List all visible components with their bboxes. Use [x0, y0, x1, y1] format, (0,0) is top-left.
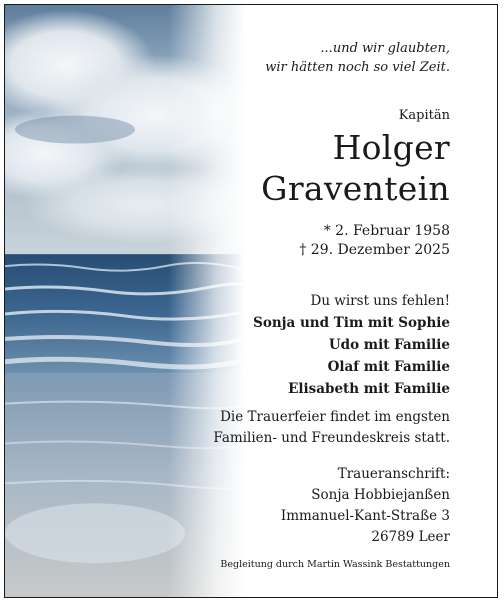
address-name: Sonja Hobbiejanßen [311, 487, 450, 503]
seascape-photo [5, 5, 245, 597]
seascape-image [5, 5, 245, 597]
mourner-name: Sonja und Tim mit Sophie [253, 315, 450, 331]
mourner-name: Udo mit Familie [328, 337, 450, 353]
deceased-title: Kapitän [398, 108, 450, 123]
mourning-address [281, 464, 450, 548]
deceased-first-name: Holger [332, 128, 450, 167]
mourner-name: Elisabeth mit Familie [288, 381, 450, 397]
quote [265, 39, 450, 77]
service-line-2: Familien- und Freundeskreis statt. [213, 430, 450, 446]
obituary-card [4, 4, 498, 598]
mourner-name: Olaf mit Familie [327, 359, 450, 375]
funeral-service-note [213, 407, 450, 449]
funeral-home-credit: Begleitung durch Martin Wassink Bestattungen [220, 559, 450, 570]
birth-date: * 2. Februar 1958 [323, 223, 450, 239]
life-dates [299, 222, 450, 260]
mourners-intro: Du wirst uns fehlen! [310, 293, 450, 309]
mourners-block [253, 290, 450, 400]
address-street: Immanuel-Kant-Straße 3 [280, 508, 450, 524]
quote-line-1: ...und wir glaubten, [320, 41, 450, 56]
address-city: 26789 Leer [371, 529, 450, 545]
deceased-last-name: Graventein [261, 169, 450, 208]
quote-line-2: wir hätten noch so viel Zeit. [265, 60, 450, 75]
service-line-1: Die Trauerfeier findet im engsten [220, 409, 450, 425]
death-date: † 29. Dezember 2025 [299, 242, 450, 258]
address-label: Traueranschrift: [337, 466, 450, 482]
